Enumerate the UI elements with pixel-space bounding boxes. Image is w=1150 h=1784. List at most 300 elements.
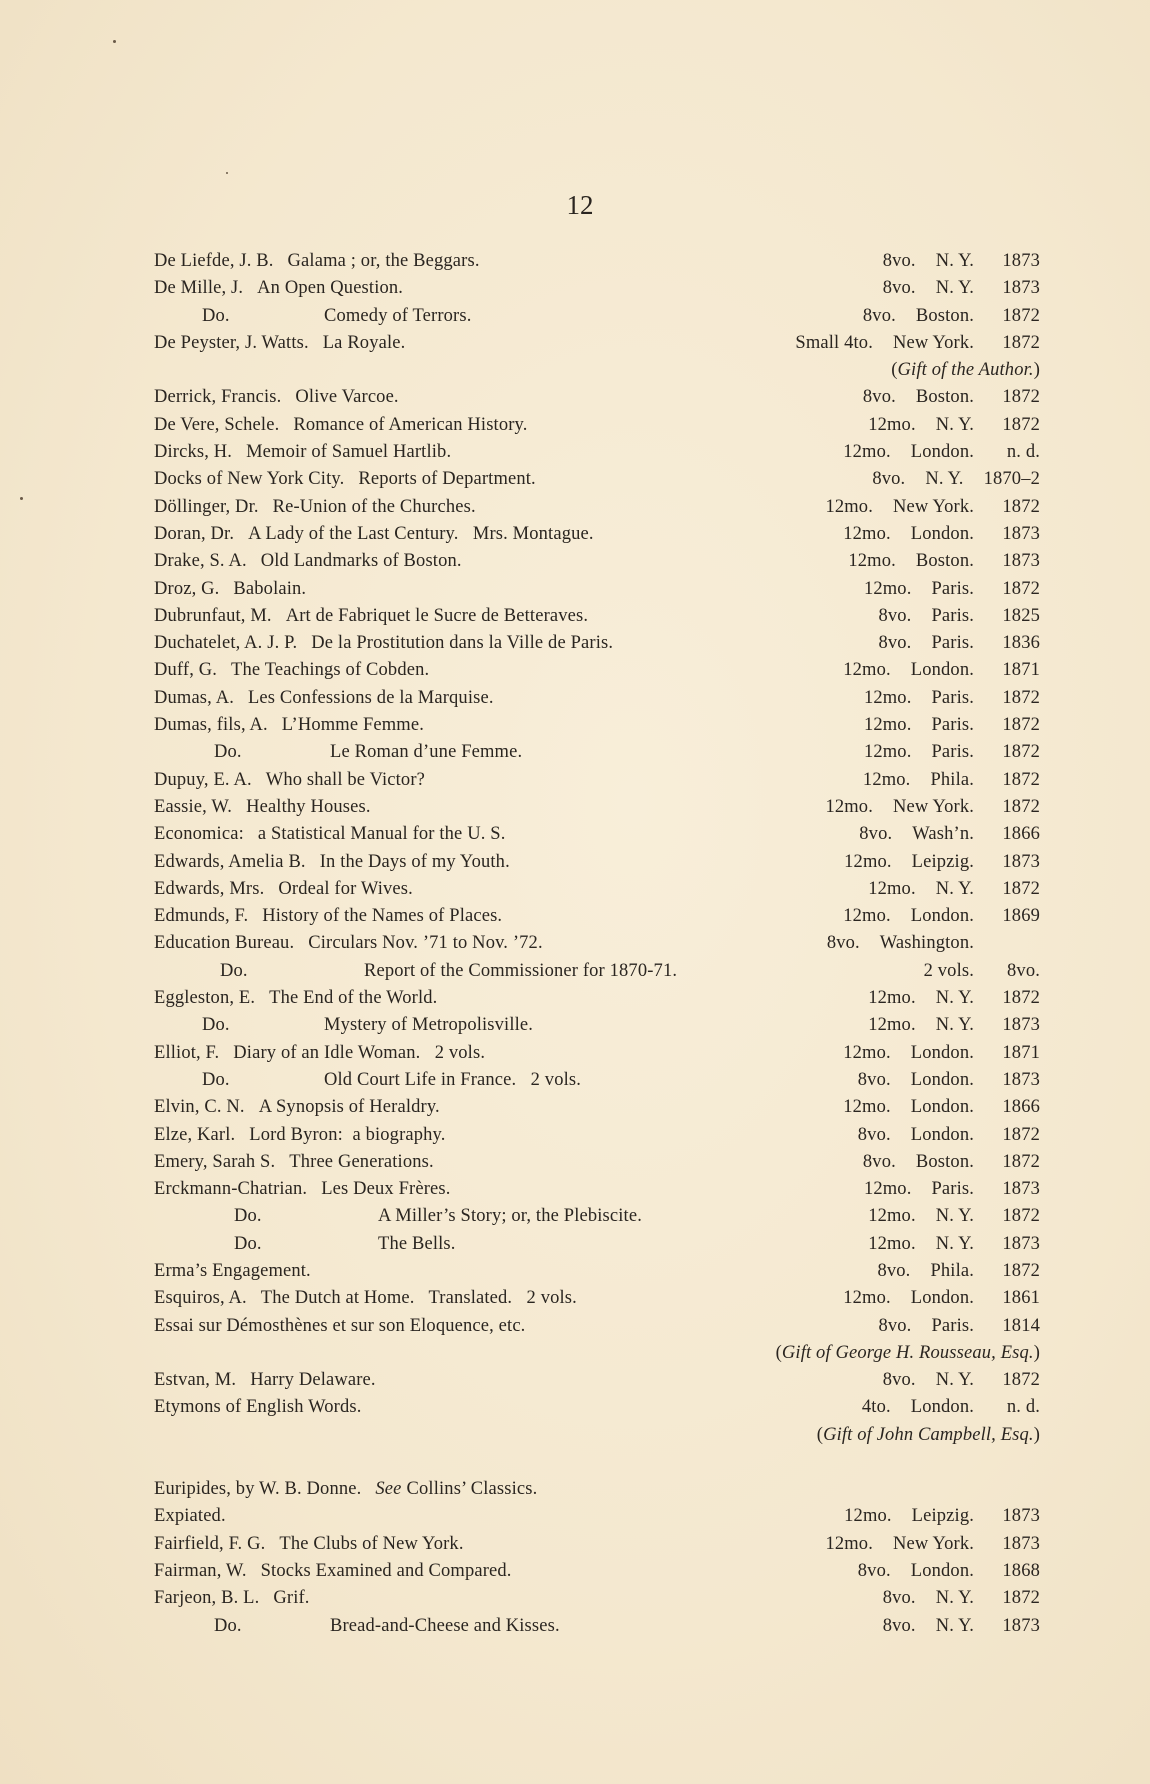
- entry-left: [154, 985, 437, 1012]
- entry-author: Doran, Dr.: [154, 523, 235, 544]
- entry-format: 12mo.: [843, 1097, 891, 1118]
- entry-author: Fairman, W.: [154, 1560, 247, 1581]
- catalogue-entry: [154, 903, 1040, 930]
- entry-imprint: [843, 1094, 1040, 1121]
- entry-imprint: [883, 275, 1040, 302]
- entry-imprint: [868, 876, 1040, 903]
- entry-place: N. Y.: [935, 1015, 974, 1036]
- entry-format: 12mo.: [843, 906, 891, 927]
- entry-left: [154, 1258, 311, 1285]
- catalogue-entry: [154, 248, 1040, 275]
- entry-format: 8vo.: [857, 1069, 891, 1090]
- entry-title: La Royale.: [322, 332, 406, 353]
- entry-title: Who shall be Victor?: [265, 769, 425, 790]
- catalogue-entry: [154, 1094, 1040, 1121]
- entry-year: 1872: [1002, 796, 1040, 817]
- entry-imprint: [878, 1313, 1040, 1340]
- catalogue-entry: [154, 1258, 1040, 1285]
- entry-place: London.: [910, 1124, 974, 1145]
- entry-format: Small 4to.: [795, 332, 873, 353]
- catalogue-entry: [154, 330, 1040, 357]
- entry-format: 12mo.: [868, 1206, 916, 1227]
- entry-imprint: [868, 985, 1040, 1012]
- entry-title: A Miller’s Story; or, the Plebiscite.: [378, 1206, 642, 1227]
- entry-imprint: [883, 248, 1040, 275]
- catalogue-entry: [154, 712, 1040, 739]
- entry-imprint: [954, 1476, 1040, 1503]
- entry-place: N. Y.: [935, 878, 974, 899]
- entry-format: 12mo.: [848, 551, 896, 572]
- entry-place: N. Y.: [935, 1233, 974, 1254]
- entry-year: 1873: [1002, 251, 1040, 271]
- entry-place: N. Y.: [935, 278, 974, 299]
- entry-imprint: [868, 412, 1040, 439]
- entry-place: Paris.: [931, 1315, 974, 1336]
- catalogue-entry: [154, 1476, 1040, 1503]
- entry-author: Do.: [202, 1069, 230, 1090]
- catalogue-entry: [154, 1012, 1040, 1039]
- entry-year: 1872: [1002, 414, 1040, 435]
- entry-title: Les Deux Frères.: [321, 1179, 451, 1200]
- entry-left: [154, 384, 399, 411]
- gift-note-text: [891, 357, 1040, 384]
- entry-title: Three Generations.: [289, 1151, 434, 1172]
- entry-author: Education Bureau.: [154, 933, 295, 954]
- entry-imprint: [858, 1558, 1040, 1585]
- entry-place: London.: [910, 1042, 974, 1063]
- entry-left: [154, 330, 405, 357]
- entry-author: De Vere, Schele.: [154, 414, 280, 435]
- entry-place: Phila.: [930, 769, 974, 790]
- entry-left: [154, 1149, 434, 1176]
- entry-imprint: [863, 767, 1040, 794]
- entry-format: 12mo.: [843, 1042, 891, 1063]
- entry-year: 1872: [1002, 715, 1040, 736]
- entry-place: N. Y.: [935, 988, 974, 1009]
- entry-place: Paris.: [931, 633, 974, 654]
- entry-format: 8vo.: [878, 633, 912, 654]
- entry-place: Boston.: [915, 1151, 974, 1172]
- entry-place: Paris.: [931, 742, 974, 763]
- entry-place: Paris.: [931, 578, 974, 599]
- entry-left: [154, 1285, 577, 1312]
- entry-title: A Lady of the Last Century. Mrs. Montague.: [248, 523, 594, 544]
- entry-author: Do.: [214, 1615, 242, 1636]
- entry-year: 1873: [1002, 523, 1040, 544]
- entry-author: Elze, Karl.: [154, 1124, 236, 1145]
- entry-imprint: [825, 794, 1040, 821]
- entry-left: [154, 1476, 537, 1503]
- entry-author: Economica:: [154, 824, 244, 845]
- entry-left: [154, 630, 613, 657]
- entry-title: Lord Byron: a biography.: [249, 1124, 446, 1145]
- entry-format: 8vo.: [862, 1151, 896, 1172]
- entry-author: Drake, S. A.: [154, 551, 247, 572]
- entry-imprint: [878, 630, 1040, 657]
- open-paren: (: [891, 360, 898, 381]
- catalogue-entry: [154, 1613, 1040, 1640]
- entry-left: [154, 1122, 446, 1149]
- catalogue-entry: [154, 576, 1040, 603]
- entry-imprint: [848, 548, 1040, 575]
- entry-place: London.: [910, 1288, 974, 1309]
- entry-left: [154, 1558, 512, 1585]
- entry-year: 1872: [1002, 387, 1040, 408]
- entry-title: Reports of Department.: [358, 469, 536, 490]
- entry-author: Do.: [202, 1015, 230, 1036]
- catalogue-entry: [154, 303, 1040, 330]
- entry-left: [154, 603, 588, 630]
- entry-year: 1872: [1002, 878, 1040, 899]
- entry-format: 12mo.: [868, 414, 916, 435]
- entry-title: The Clubs of New York.: [279, 1533, 464, 1554]
- entry-format: 12mo.: [868, 1015, 916, 1036]
- entry-left: [154, 439, 451, 466]
- entry-imprint: [863, 303, 1040, 330]
- gift-note-text: [817, 1422, 1040, 1449]
- entry-author: De Mille, J.: [154, 278, 244, 299]
- catalogue-entry: [154, 275, 1040, 302]
- entry-place: Paris.: [931, 605, 974, 626]
- entry-author: Derrick, Francis.: [154, 387, 282, 408]
- entry-left: [154, 1176, 451, 1203]
- entry-place: Boston.: [915, 387, 974, 408]
- entry-imprint: [883, 1585, 1040, 1612]
- entry-imprint: [878, 603, 1040, 630]
- catalogue-entry: [154, 1367, 1040, 1394]
- entry-author: Etymons of English Words.: [154, 1397, 362, 1418]
- entry-author: De Liefde, J. B.: [154, 251, 274, 271]
- entry-format: 8vo.: [882, 278, 916, 299]
- entry-imprint: [868, 1012, 1040, 1039]
- entry-imprint: [825, 494, 1040, 521]
- catalogue-entry: [154, 521, 1040, 548]
- entry-left: [154, 876, 413, 903]
- entry-left: [154, 548, 462, 575]
- entry-format: 4to.: [861, 1397, 891, 1418]
- close-paren: ): [1033, 360, 1040, 381]
- entry-format: 8vo.: [882, 1588, 916, 1609]
- entry-author: Do.: [202, 305, 230, 326]
- entry-place: London.: [910, 1560, 974, 1581]
- entry-place: London.: [910, 523, 974, 544]
- entry-year: 1873: [1002, 1069, 1040, 1090]
- entry-format: 12mo.: [863, 578, 912, 599]
- entry-place: New York.: [892, 1533, 974, 1554]
- catalogue-entry: [154, 548, 1040, 575]
- gift-text: Gift of the Author.: [897, 360, 1034, 381]
- entry-place: New York.: [892, 796, 974, 817]
- entry-format: 12mo.: [863, 1179, 912, 1200]
- entry-place: Paris.: [931, 687, 974, 708]
- gift-note: [154, 357, 1040, 384]
- open-paren: (: [775, 1342, 782, 1363]
- entry-year: 1869: [1002, 906, 1040, 927]
- entry-title: De la Prostitution dans la Ville de Paris.: [311, 633, 614, 654]
- entry-format: 12mo.: [825, 796, 873, 817]
- row-spacer: [154, 1449, 1040, 1476]
- entry-imprint: [858, 1067, 1040, 1094]
- entry-year: 1872: [1002, 1151, 1040, 1172]
- catalogue-entry: [154, 958, 1040, 985]
- entry-year: 1872: [1002, 1260, 1040, 1281]
- entry-format: 12mo.: [863, 715, 912, 736]
- entry-imprint: [877, 1258, 1040, 1285]
- entry-title: Healthy Houses.: [246, 796, 371, 817]
- entry-title: Comedy of Terrors.: [324, 305, 472, 326]
- catalogue-entry: [154, 1176, 1040, 1203]
- paper-speck: [226, 172, 228, 174]
- entry-year: 1870–2: [983, 469, 1040, 490]
- entry-year: 1814: [1002, 1315, 1040, 1336]
- entry-format: 8vo.: [878, 605, 912, 626]
- entry-title: Old Landmarks of Boston.: [260, 551, 462, 572]
- entry-author: Do.: [220, 960, 248, 981]
- entry-title: An Open Question.: [257, 278, 404, 299]
- entry-format: 12mo.: [825, 1533, 873, 1554]
- entry-title: Harry Delaware.: [250, 1370, 376, 1391]
- entry-title: The Dutch at Home. Translated. 2 vols.: [260, 1288, 577, 1309]
- entry-format: 12mo.: [825, 496, 873, 517]
- entry-left: [154, 1585, 310, 1612]
- entry-left: [154, 767, 425, 794]
- entry-title: Le Roman d’une Femme.: [330, 742, 523, 763]
- entry-author: Elliot, F.: [154, 1042, 220, 1063]
- entry-imprint: [863, 384, 1040, 411]
- entry-place: Washington.: [879, 933, 974, 954]
- entry-left: [154, 657, 429, 684]
- entry-imprint: [843, 1040, 1040, 1067]
- entry-author: Do.: [234, 1206, 262, 1227]
- catalogue-entry: [154, 1585, 1040, 1612]
- entry-format: 12mo.: [862, 769, 911, 790]
- entry-year: 1872: [1002, 1588, 1040, 1609]
- entry-author: Duchatelet, A. J. P.: [154, 633, 298, 654]
- entry-place: London.: [910, 1097, 974, 1118]
- entry-left: [154, 821, 505, 848]
- entry-year: n. d.: [1006, 1397, 1040, 1418]
- entry-author: Dumas, fils, A.: [154, 715, 268, 736]
- entry-left: [154, 1094, 440, 1121]
- entry-author: Dubrunfaut, M.: [154, 605, 272, 626]
- catalogue-entry: [154, 739, 1040, 766]
- entry-format: 8vo.: [857, 1560, 891, 1581]
- entry-year: n. d.: [1006, 442, 1040, 463]
- entry-author: Edwards, Amelia B.: [154, 851, 306, 872]
- entry-format: 8vo.: [862, 305, 896, 326]
- entry-imprint: [844, 849, 1040, 876]
- entry-imprint: [872, 466, 1040, 493]
- entry-year: 1872: [1002, 1370, 1040, 1391]
- catalogue-entry: [154, 1231, 1040, 1258]
- entry-format: 12mo.: [868, 1233, 916, 1254]
- entry-imprint: [825, 1531, 1040, 1558]
- entry-title: Olive Varcoe.: [295, 387, 399, 408]
- entry-year: 1873: [1002, 551, 1040, 572]
- catalogue-entry: [154, 1040, 1040, 1067]
- entry-left: [154, 466, 536, 493]
- entry-imprint: [864, 685, 1040, 712]
- entry-place: Paris.: [931, 1179, 974, 1200]
- catalogue-entry: [154, 494, 1040, 521]
- entry-imprint: [863, 1149, 1040, 1176]
- catalogue-entry: [154, 1067, 1040, 1094]
- entry-year: 1871: [1002, 1042, 1040, 1063]
- entry-author: Erma’s Engagement.: [154, 1260, 311, 1281]
- entry-format: 8vo.: [882, 1615, 916, 1636]
- catalogue-entry: [154, 767, 1040, 794]
- entry-place: Boston.: [915, 305, 974, 326]
- entry-place: Leipzig.: [911, 1506, 974, 1527]
- entry-author: Dupuy, E. A.: [154, 769, 252, 790]
- entry-left: [154, 1394, 361, 1421]
- entry-place: N. Y.: [925, 469, 964, 490]
- entry-left: [154, 903, 502, 930]
- entry-year: 1873: [1002, 278, 1040, 299]
- entry-year: 1872: [1002, 1206, 1040, 1227]
- entry-author: Edwards, Mrs.: [154, 878, 265, 899]
- paper-speck: [113, 40, 116, 43]
- entry-title: Grif.: [273, 1588, 310, 1609]
- entry-year: 1873: [1002, 1615, 1040, 1636]
- entry-imprint: [883, 1367, 1040, 1394]
- entry-format: 12mo.: [843, 523, 891, 544]
- entry-title: Les Confessions de la Marquise.: [247, 687, 494, 708]
- entry-title: In the Days of my Youth.: [319, 851, 510, 872]
- entry-format: 12mo.: [863, 687, 912, 708]
- entry-title: The End of the World.: [269, 988, 438, 1009]
- entry-title: Galama ; or, the Beggars.: [287, 251, 480, 271]
- entry-author: Esquiros, A.: [154, 1288, 247, 1309]
- entry-year: 1873: [1002, 1233, 1040, 1254]
- entry-author: Droz, G.: [154, 578, 220, 599]
- entry-author: Duff, G.: [154, 660, 218, 681]
- entry-left: [154, 1531, 464, 1558]
- entry-year: 1866: [1002, 824, 1040, 845]
- entry-author: Erckmann-Chatrian.: [154, 1179, 308, 1200]
- entry-year: 1872: [1002, 988, 1040, 1009]
- entry-imprint: [859, 821, 1040, 848]
- entry-imprint: [868, 1203, 1040, 1230]
- entry-year: 1868: [1002, 1560, 1040, 1581]
- entry-title: The Teachings of Cobden.: [231, 660, 430, 681]
- entry-title: The Bells.: [378, 1233, 456, 1254]
- entry-title: L’Homme Femme.: [281, 715, 424, 736]
- entry-format: 8vo.: [882, 1370, 916, 1391]
- entry-year: 1872: [1002, 332, 1040, 353]
- entry-imprint: [843, 657, 1040, 684]
- entry-format: 8vo.: [878, 1315, 912, 1336]
- entry-year: 1873: [1002, 1015, 1040, 1036]
- entry-left: [154, 794, 371, 821]
- entry-imprint: [858, 1122, 1040, 1149]
- entry-imprint: [868, 1231, 1040, 1258]
- entry-left: [154, 930, 543, 957]
- entry-year: 1866: [1002, 1097, 1040, 1118]
- entry-title: Romance of American History.: [293, 414, 528, 435]
- entry-title: Babolain.: [233, 578, 307, 599]
- entry-year: 1872: [1002, 496, 1040, 517]
- entry-imprint: [883, 1613, 1040, 1640]
- entry-left: [154, 412, 528, 439]
- catalogue-entry: [154, 1285, 1040, 1312]
- entry-title: A Synopsis of Heraldry.: [258, 1097, 440, 1118]
- entry-imprint: [862, 1394, 1040, 1421]
- entry-year: 1861: [1002, 1288, 1040, 1309]
- entry-year: 1825: [1002, 605, 1040, 626]
- entry-place: Leipzig.: [911, 851, 974, 872]
- entry-place: London.: [910, 442, 974, 463]
- catalogue-entry: [154, 1394, 1040, 1421]
- entry-format: 12mo.: [843, 442, 891, 463]
- entry-year: 1873: [1002, 851, 1040, 872]
- entry-year: 1873: [1002, 1533, 1040, 1554]
- entry-format: 8vo.: [872, 469, 906, 490]
- catalogue-entry: [154, 439, 1040, 466]
- entry-title: Old Court Life in France. 2 vols.: [324, 1069, 582, 1090]
- entry-format: 8vo.: [857, 1124, 891, 1145]
- catalogue-entry: [154, 384, 1040, 411]
- entry-left: [154, 849, 510, 876]
- entry-left: [154, 712, 424, 739]
- page-number: 12: [566, 190, 594, 220]
- entry-title: Stocks Examined and Compared.: [260, 1560, 512, 1581]
- catalogue-entry: [154, 1503, 1040, 1530]
- catalogue-entry: [154, 985, 1040, 1012]
- entry-left: [154, 494, 476, 521]
- entry-year: 8vo.: [1007, 960, 1040, 981]
- entry-format: 8vo.: [877, 1260, 911, 1281]
- entry-left: [154, 275, 403, 302]
- entry-year: 1872: [1002, 742, 1040, 763]
- gift-text: Gift of George H. Rousseau, Esq.: [781, 1342, 1034, 1363]
- entry-author: Dumas, A.: [154, 687, 234, 708]
- close-paren: ): [1033, 1424, 1040, 1445]
- entry-author: De Peyster, J. Watts.: [154, 332, 309, 353]
- catalogue-entry: [154, 466, 1040, 493]
- entry-title: Report of the Commissioner for 1870-71.: [364, 960, 678, 981]
- entry-see-reference: See: [375, 1479, 402, 1500]
- entry-place: Phila.: [930, 1260, 974, 1281]
- entry-imprint: [844, 1503, 1040, 1530]
- entry-year: 1872: [1002, 1124, 1040, 1145]
- catalogue-entry: [154, 930, 1040, 957]
- entry-place: London.: [910, 906, 974, 927]
- entry-place: N. Y.: [935, 1615, 974, 1636]
- entry-imprint: [843, 521, 1040, 548]
- gift-note: [154, 1422, 1040, 1449]
- entry-format: 12mo.: [844, 1506, 892, 1527]
- entry-author: Essai sur Démosthènes et sur son Eloquence, etc.: [154, 1315, 526, 1336]
- catalogue-entry: [154, 1531, 1040, 1558]
- gift-text: Gift of John Campbell, Esq.: [823, 1424, 1034, 1445]
- entry-author: Farjeon, B. L.: [154, 1588, 260, 1609]
- entry-author: Elvin, C. N.: [154, 1097, 245, 1118]
- entry-place: London.: [910, 1397, 974, 1418]
- entry-author: Eassie, W.: [154, 796, 233, 817]
- entry-left: [154, 1313, 525, 1340]
- entry-place: N. Y.: [935, 251, 974, 271]
- catalogue-entry: [154, 1122, 1040, 1149]
- entry-place: London.: [910, 660, 974, 681]
- entry-author: Edmunds, F.: [154, 906, 249, 927]
- entry-author: Estvan, M.: [154, 1370, 237, 1391]
- entry-author: Eggleston, E.: [154, 988, 256, 1009]
- catalogue-entry: [154, 412, 1040, 439]
- entry-place: N. Y.: [935, 1588, 974, 1609]
- catalogue-entry: [154, 1558, 1040, 1585]
- entry-title: Ordeal for Wives.: [278, 878, 413, 899]
